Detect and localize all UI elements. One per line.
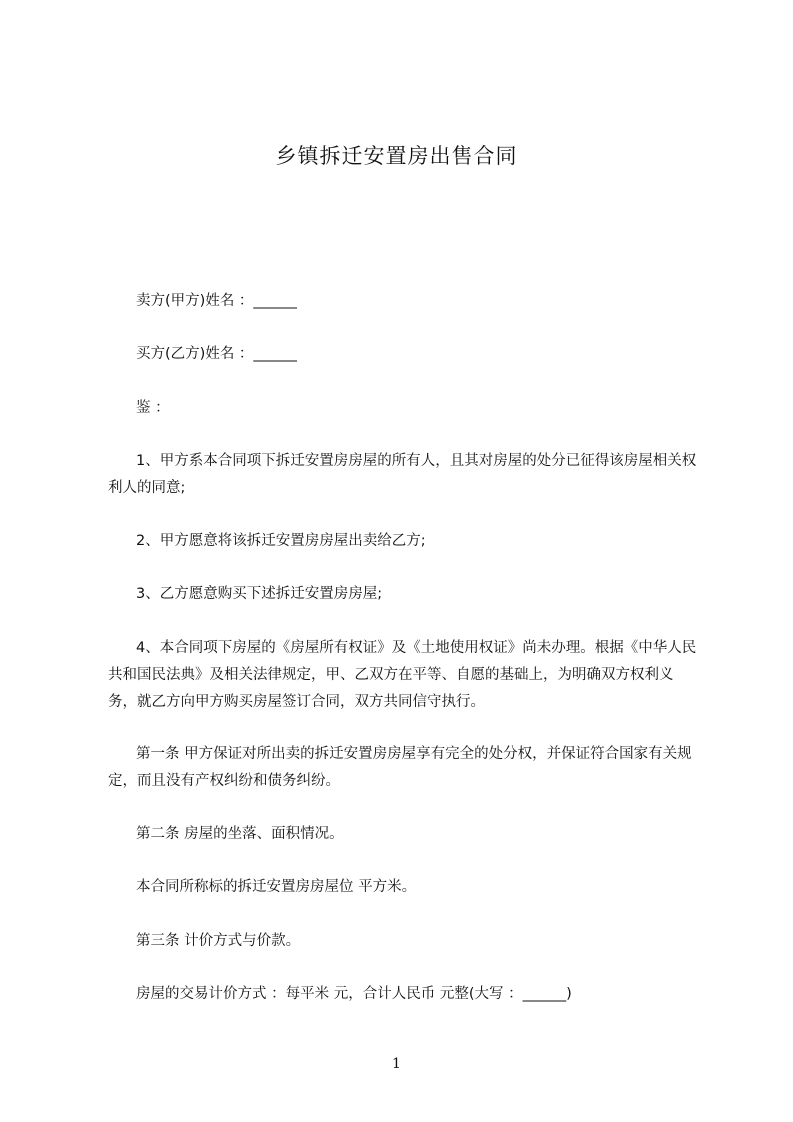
article-3-heading: 第三条 计价方式与价款。: [136, 933, 301, 949]
recital-item-1: 1、甲方系本合同项下拆迁安置房房屋的所有人，且其对房屋的处分已征得该房屋相关权利人的同意;: [108, 453, 697, 496]
seller-name-line: 卖方(甲方)姓名 ：______: [136, 293, 297, 309]
buyer-name-line: 买方(乙方)姓名 ：______: [136, 346, 297, 362]
article-2-body: 本合同所称标的拆迁安置房房屋位 平方米。: [136, 879, 417, 895]
article-2-heading: 第二条 房屋的坐落、面积情况。: [136, 826, 344, 842]
article-1: 第一条 甲方保证对所出卖的拆迁安置房房屋享有完全的处分权，并保证符合国家有关规定，而且没有产权纠纷和债务纠纷。: [108, 746, 692, 789]
recital-heading: 鉴 ：: [136, 400, 170, 416]
article-3-body: 房屋的交易计价方式 ：每平米 元，合计人民币 元整(大写 ：______): [136, 986, 572, 1002]
recital-item-3: 3、乙方愿意购买下述拆迁安置房房屋;: [136, 586, 383, 602]
recital-item-4: 4、本合同项下房屋的《房屋所有权证》及《土地使用权证》尚未办理。根据《中华人民共和国民法典》及相关法律规定，甲、乙双方在平等、自愿的基础上，为明确双方权利义务，就乙方向甲方购买房屋签订合同，双方共同信守执行。: [108, 640, 697, 710]
recital-item-2: 2、甲方愿意将该拆迁安置房房屋出卖给乙方;: [136, 533, 426, 549]
page-number: 1: [392, 1056, 401, 1072]
contract-title: 乡镇拆迁安置房出售合同: [275, 144, 518, 168]
